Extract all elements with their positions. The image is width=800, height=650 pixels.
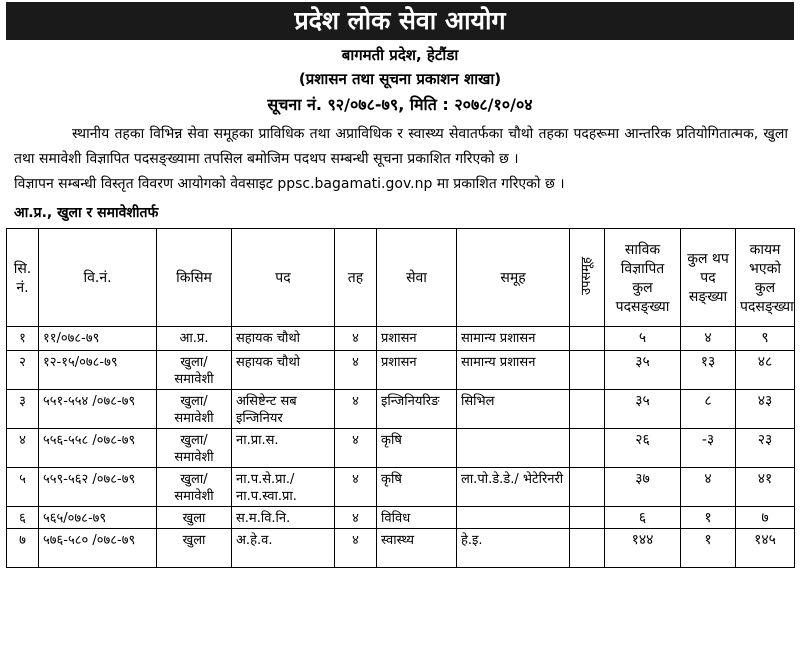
cell-level: ४ — [335, 390, 377, 429]
cell-subgroup — [570, 327, 605, 351]
cell-type: खुला — [157, 507, 232, 529]
header-post: पद — [232, 229, 335, 327]
cell-added: ४ — [681, 468, 736, 507]
cell-subgroup — [570, 351, 605, 390]
cell-service: कृषि — [377, 429, 457, 468]
cell-service: कृषि — [377, 468, 457, 507]
cell-added: १३ — [681, 351, 736, 390]
table-row — [7, 429, 795, 468]
table-row — [7, 327, 795, 351]
header-subgroup-text: उपसमूह — [579, 256, 594, 295]
cell-adv-no: ५७६-५८० /०७८-७९ — [39, 529, 157, 568]
cell-adv-no: ११/०७८-७९ — [39, 327, 157, 351]
cell-post: ना.प.से.प्रा./ ना.प.स्वा.प्रा. — [232, 468, 335, 507]
cell-level: ४ — [335, 468, 377, 507]
cell-group: सामान्य प्रशासन — [457, 351, 570, 390]
notice-number: सूचना नं. ९२/०७८-७९, मिति : २०७८/१०/०४ — [267, 95, 533, 114]
cell-sn: ५ — [7, 468, 39, 507]
header-subgroup — [570, 229, 605, 327]
cell-sn: २ — [7, 351, 39, 390]
cell-prev: ३७ — [605, 468, 681, 507]
cell-service: स्वास्थ्य — [377, 529, 457, 568]
cell-group: सिभिल — [457, 390, 570, 429]
cell-prev: २६ — [605, 429, 681, 468]
cell-total: ४८ — [736, 351, 795, 390]
cell-subgroup — [570, 390, 605, 429]
cell-prev: १४४ — [605, 529, 681, 568]
table-row — [7, 468, 795, 507]
cell-total: ४३ — [736, 390, 795, 429]
cell-type: आ.प्र. — [157, 327, 232, 351]
header-final-total: कायम भएको कुल पदसङ्ख्या — [736, 229, 795, 327]
cell-subgroup — [570, 429, 605, 468]
cell-sn: ६ — [7, 507, 39, 529]
cell-level: ४ — [335, 529, 377, 568]
cell-service: विविध — [377, 507, 457, 529]
cell-adv-no: ५५१-५५४ /०७८-७९ — [39, 390, 157, 429]
cell-adv-no: ५५६-५५८ /०७८-७९ — [39, 429, 157, 468]
section-label: आ.प्र., खुला र समावेशीतर्फ — [14, 205, 159, 221]
cell-service: प्रशासन — [377, 327, 457, 351]
cell-adv-no: १२-१५/०७८-७९ — [39, 351, 157, 390]
cell-added: ४ — [681, 327, 736, 351]
cell-type: खुला — [157, 529, 232, 568]
notice-paragraph: स्थानीय तहका विभिन्न सेवा समूहका प्राविधिक तथा अप्राविधिक र स्वास्थ्य सेवातर्फका चौथो तहका पदहरूमा आन्तरिक प्रतियोगितात्मक, खुला तथा समावेशी विज्ञापित पदसङ्ख्यामा तपसिल बमोजिम पदथप सम्बन्धी सूचना प्रकाशित गरिएको छ । — [14, 126, 788, 167]
cell-post: अ.हे.व. — [232, 529, 335, 568]
cell-level: ४ — [335, 351, 377, 390]
table-header-row — [7, 229, 795, 327]
cell-group: ला.पो.डे.डे./ भेटेरिनरी — [457, 468, 570, 507]
branch-line: (प्रशासन तथा सूचना प्रकाशन शाखा) — [298, 70, 502, 88]
page-title: प्रदेश लोक सेवा आयोग — [6, 2, 794, 40]
table-row — [7, 529, 795, 568]
cell-service: इन्जिनियरिङ — [377, 390, 457, 429]
cell-sn: १ — [7, 327, 39, 351]
cell-post: असिष्टेन्ट सब इन्जिनियर — [232, 390, 335, 429]
cell-post: सहायक चौथो — [232, 351, 335, 390]
cell-level: ४ — [335, 507, 377, 529]
cell-prev: ३५ — [605, 351, 681, 390]
cell-added: -३ — [681, 429, 736, 468]
cell-prev: ५ — [605, 327, 681, 351]
cell-total: ७ — [736, 507, 795, 529]
header-type: किसिम — [157, 229, 232, 327]
cell-group: हे.इ. — [457, 529, 570, 568]
cell-type: खुला/ समावेशी — [157, 429, 232, 468]
header-adv-no: वि.नं. — [39, 229, 157, 327]
cell-group — [457, 507, 570, 529]
cell-post: स.म.वि.नि. — [232, 507, 335, 529]
cell-adv-no: ५६५/०७८-७९ — [39, 507, 157, 529]
header-level: तह — [335, 229, 377, 327]
header-group: समूह — [457, 229, 570, 327]
cell-type: खुला/ समावेशी — [157, 390, 232, 429]
cell-subgroup — [570, 529, 605, 568]
table-row — [7, 351, 795, 390]
cell-total: ९ — [736, 327, 795, 351]
table-row — [7, 390, 795, 429]
header-service: सेवा — [377, 229, 457, 327]
cell-post: ना.प्रा.स. — [232, 429, 335, 468]
cell-post: सहायक चौथो — [232, 327, 335, 351]
cell-total: २३ — [736, 429, 795, 468]
cell-sn: ७ — [7, 529, 39, 568]
table-row — [7, 507, 795, 529]
cell-added: १ — [681, 507, 736, 529]
header-prev-total: साविक विज्ञापित कुल पदसङ्ख्या — [605, 229, 681, 327]
header-added: कुल थप पद सङ्ख्या — [681, 229, 736, 327]
cell-level: ४ — [335, 429, 377, 468]
cell-type: खुला/ समावेशी — [157, 468, 232, 507]
header-sn: सि. नं. — [7, 229, 39, 327]
cell-total: १४५ — [736, 529, 795, 568]
cell-prev: ६ — [605, 507, 681, 529]
cell-adv-no: ५५९-५६२ /०७८-७९ — [39, 468, 157, 507]
cell-type: खुला/ समावेशी — [157, 351, 232, 390]
cell-subgroup — [570, 507, 605, 529]
cell-group — [457, 429, 570, 468]
cell-service: प्रशासन — [377, 351, 457, 390]
cell-added: ८ — [681, 390, 736, 429]
cell-prev: ३५ — [605, 390, 681, 429]
vacancy-table — [6, 228, 795, 568]
cell-subgroup — [570, 468, 605, 507]
province-line: बागमती प्रदेश, हेटौंडा — [341, 46, 459, 64]
cell-added: १ — [681, 529, 736, 568]
cell-group: सामान्य प्रशासन — [457, 327, 570, 351]
cell-level: ४ — [335, 327, 377, 351]
cell-total: ४१ — [736, 468, 795, 507]
website-note: विज्ञापन सम्बन्धी विस्तृत विवरण आयोगको वेवसाइट ppsc.bagamati.gov.np मा प्रकाशित गरिएको छ । — [14, 176, 565, 192]
cell-sn: ३ — [7, 390, 39, 429]
cell-sn: ४ — [7, 429, 39, 468]
